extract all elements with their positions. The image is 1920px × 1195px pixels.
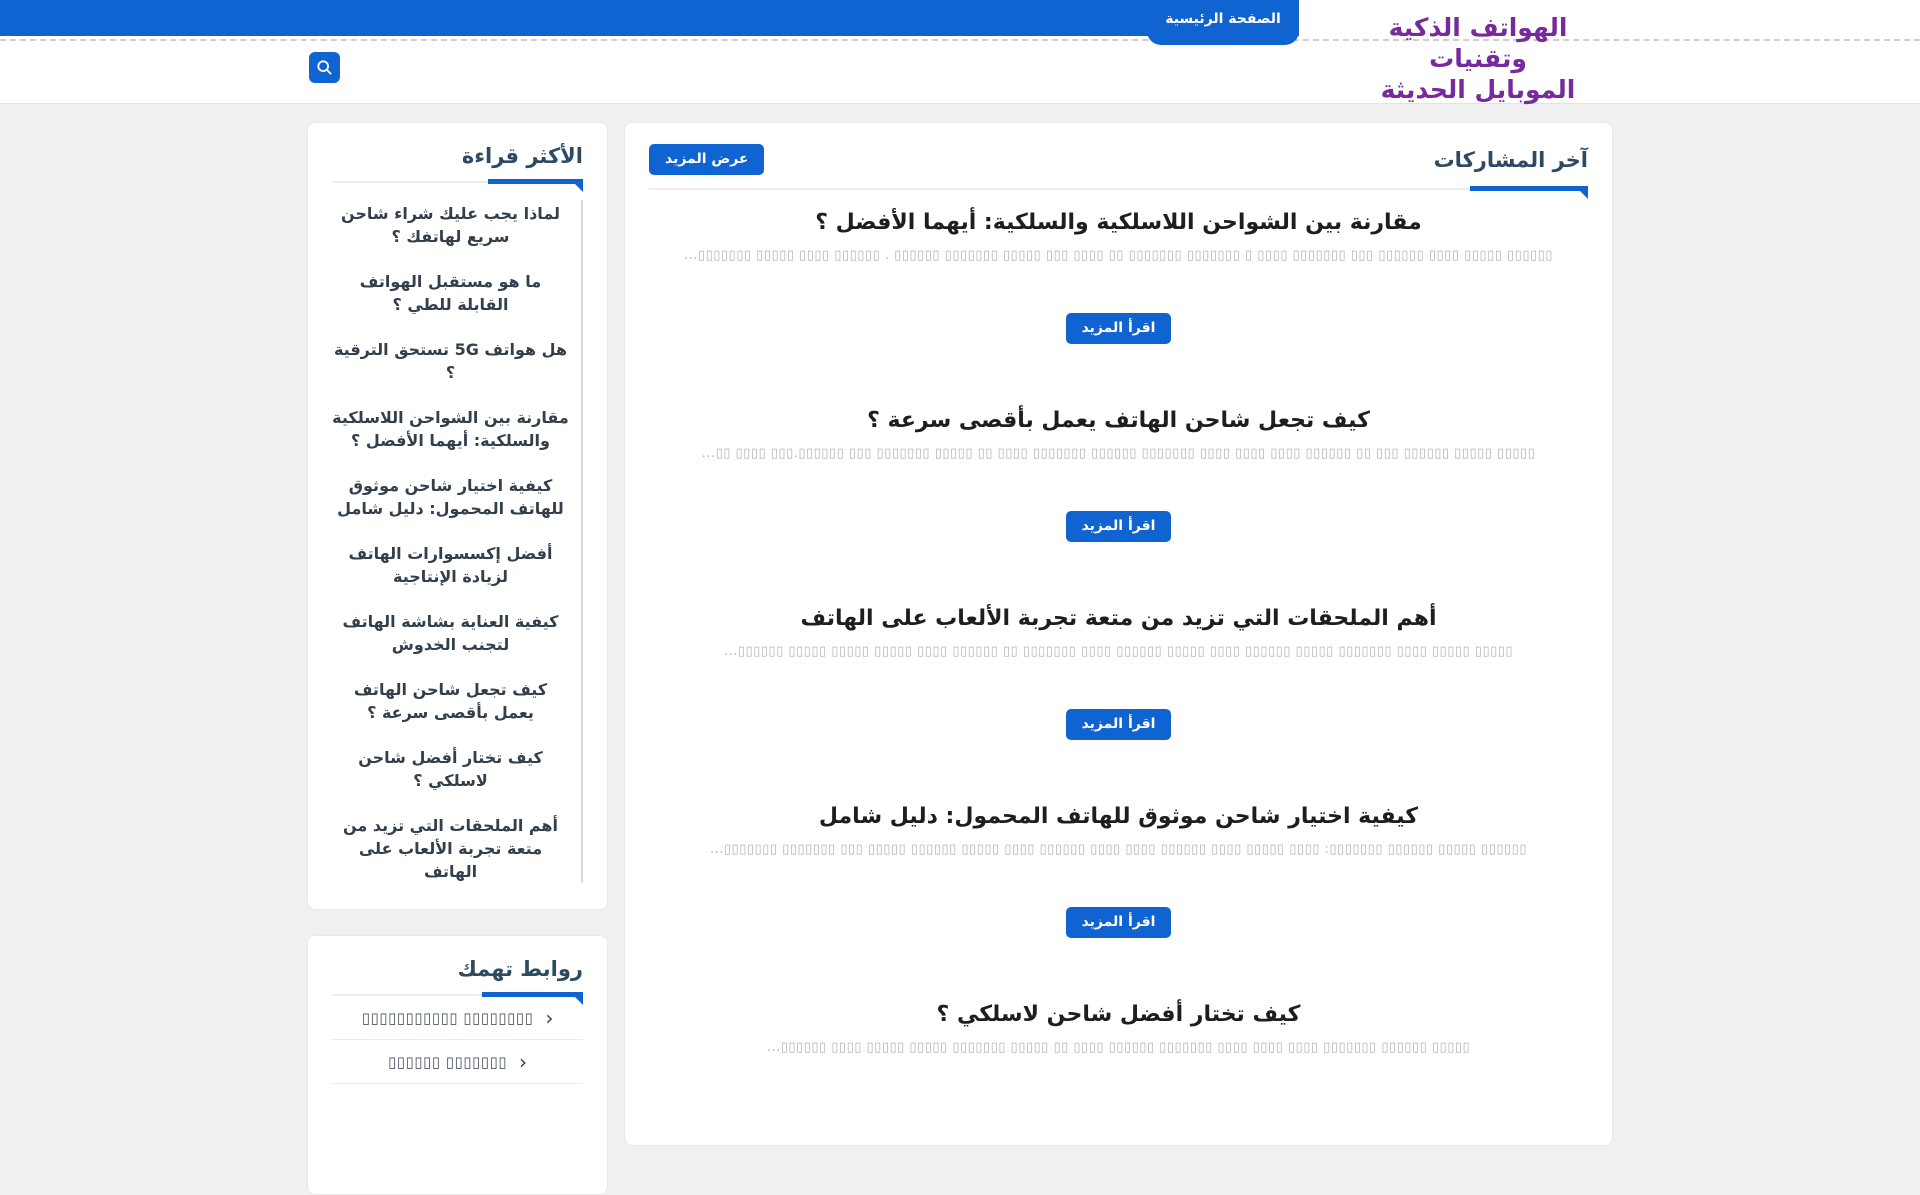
- post-title[interactable]: كيف تجعل شاحن الهاتف يعمل بأقصى سرعة ؟: [867, 408, 1370, 433]
- site-title-line1: الهواتف الذكية وتقنيات: [1388, 13, 1568, 73]
- latest-posts-card: [624, 122, 1613, 1146]
- most-read-item[interactable]: أهم الملحقات التي تزيد من متعة تجربة الألعاب على الهاتف: [342, 816, 558, 881]
- post-item: [649, 606, 1588, 784]
- useful-link[interactable]: [332, 1040, 583, 1084]
- most-read-item[interactable]: كيفية العناية بشاشة الهاتف لتجنب الخدوش: [342, 612, 559, 654]
- useful-link[interactable]: [332, 996, 583, 1040]
- nav-item-home[interactable]: الصفحة الرئيسية: [1147, 0, 1299, 45]
- most-read-heading: الأكثر قراءة: [461, 144, 583, 168]
- read-more-button[interactable]: اقرأ المزيد: [1066, 907, 1172, 938]
- post-excerpt: ▯▯▯▯▯ ▯▯▯▯▯▯ ▯▯▯▯▯▯▯ ▯▯▯▯ ▯▯▯▯ ▯▯▯▯ ▯▯▯▯▯▯▯ ▯▯▯▯▯▯ ▯▯▯▯ ▯▯ ▯▯▯▯▯ ▯▯▯▯▯▯▯ ▯▯▯▯▯ ▯▯▯▯▯ ▯▯▯▯ ▯▯▯▯▯▯...: [766, 1040, 1471, 1055]
- most-read-item[interactable]: أفضل إكسسوارات الهاتف لزيادة الإنتاجية: [348, 544, 553, 586]
- useful-links-card: [307, 935, 608, 1195]
- post-item: [649, 1002, 1588, 1055]
- most-read-item[interactable]: كيف تختار أفضل شاحن لاسلكي ؟: [358, 748, 543, 790]
- most-read-item[interactable]: ما هو مستقبل الهواتف القابلة للطي ؟: [359, 272, 542, 314]
- post-title[interactable]: مقارنة بين الشواحن اللاسلكية والسلكية: أيهما الأفضل ؟: [815, 210, 1422, 235]
- page-content: [0, 104, 1920, 1195]
- post-item: [649, 804, 1588, 982]
- sidebar: [307, 122, 608, 1195]
- search-button[interactable]: [309, 52, 340, 83]
- post-item: [649, 408, 1588, 586]
- latest-posts-heading: آخر المشاركات: [1433, 147, 1588, 172]
- site-title-line2: الموبايل الحديثة: [1380, 75, 1576, 104]
- header-dashed-divider: [0, 39, 1920, 41]
- most-read-item[interactable]: هل هواتف 5G تستحق الترقية ؟: [333, 340, 568, 382]
- read-more-button[interactable]: اقرأ المزيد: [1066, 313, 1172, 344]
- most-read-card: [307, 122, 608, 910]
- most-read-item[interactable]: مقارنة بين الشواحن اللاسلكية والسلكية: أيهما الأفضل ؟: [332, 408, 569, 450]
- section-rule: [332, 181, 583, 183]
- useful-links-heading: روابط تهمك: [457, 957, 583, 981]
- section-rule: [332, 994, 583, 996]
- post-excerpt: ▯▯▯▯▯ ▯▯▯▯▯ ▯▯▯▯▯▯ ▯▯▯ ▯▯ ▯▯▯▯▯▯ ▯▯▯▯ ▯▯▯▯ ▯▯▯▯ ▯▯▯▯▯▯▯ ▯▯▯▯▯▯ ▯▯▯▯▯▯▯ ▯▯▯▯ ▯▯ ▯▯▯▯▯ ▯▯▯▯▯▯▯ ▯▯▯ ▯▯▯▯▯▯.▯▯▯ ▯▯▯▯ ▯▯...: [701, 446, 1536, 461]
- post-title[interactable]: أهم الملحقات التي تزيد من متعة تجربة الألعاب على الهاتف: [800, 606, 1437, 631]
- post-excerpt: ▯▯▯▯▯▯ ▯▯▯▯▯ ▯▯▯▯▯▯ ▯▯▯▯▯▯▯: ▯▯▯▯ ▯▯▯▯▯ ▯▯▯▯ ▯▯▯▯▯▯ ▯▯▯▯ ▯▯▯▯ ▯▯▯▯▯▯ ▯▯▯▯ ▯▯▯▯▯ ▯▯▯▯▯▯ ▯▯▯▯▯ ▯▯▯ ▯▯▯▯▯▯▯ ▯▯▯▯▯▯▯...: [710, 842, 1527, 857]
- show-more-button[interactable]: عرض المزيد: [649, 144, 764, 175]
- chevron-left-icon: ‹: [545, 1006, 554, 1030]
- post-title[interactable]: كيف تختار أفضل شاحن لاسلكي ؟: [936, 1002, 1301, 1027]
- top-navbar: [0, 0, 1299, 36]
- most-read-item[interactable]: كيف تجعل شاحن الهاتف يعمل بأقصى سرعة ؟: [353, 680, 548, 722]
- post-excerpt: ▯▯▯▯▯ ▯▯▯▯▯ ▯▯▯▯ ▯▯▯▯▯▯▯ ▯▯▯▯▯ ▯▯▯▯▯▯ ▯▯▯▯ ▯▯▯▯▯ ▯▯▯▯▯▯ ▯▯▯▯ ▯▯▯▯▯▯▯ ▯▯ ▯▯▯▯▯▯ ▯▯▯▯ ▯▯▯▯▯ ▯▯▯▯▯ ▯▯▯▯▯ ▯▯▯▯▯▯...: [723, 644, 1514, 659]
- read-more-button[interactable]: اقرأ المزيد: [1066, 709, 1172, 740]
- useful-link-label: ▯▯▯▯▯▯▯ ▯▯▯▯▯▯: [387, 1053, 508, 1071]
- most-read-item[interactable]: لماذا يجب عليك شراء شاحن سريع لهاتفك ؟: [340, 204, 561, 246]
- section-rule: [649, 188, 1588, 190]
- post-title[interactable]: كيفية اختيار شاحن موثوق للهاتف المحمول: دليل شامل: [818, 804, 1419, 829]
- search-icon: [316, 59, 333, 76]
- post-item: [649, 210, 1588, 388]
- post-excerpt: ▯▯▯▯▯▯ ▯▯▯▯▯ ▯▯▯▯ ▯▯▯▯▯▯ ▯▯▯ ▯▯▯▯▯▯▯ ▯▯▯▯ ▯ ▯▯▯▯▯▯▯ ▯▯▯▯▯▯▯ ▯▯ ▯▯▯▯ ▯▯▯ ▯▯▯▯▯ ▯▯▯▯▯▯▯ ▯▯▯▯▯▯ . ▯▯▯▯▯▯ ▯▯▯▯ ▯▯▯▯▯ ▯▯▯▯▯▯▯...: [684, 248, 1553, 263]
- chevron-left-icon: ‹: [519, 1050, 528, 1074]
- header: [0, 0, 1920, 104]
- site-title: [1352, 12, 1604, 105]
- read-more-button[interactable]: اقرأ المزيد: [1066, 511, 1172, 542]
- useful-link-label: ▯▯▯▯▯▯▯▯ ▯▯▯▯▯▯▯▯▯▯▯: [361, 1009, 534, 1027]
- most-read-item[interactable]: كيفية اختيار شاحن موثوق للهاتف المحمول: دليل شامل: [337, 476, 564, 518]
- most-read-list: [332, 200, 583, 883]
